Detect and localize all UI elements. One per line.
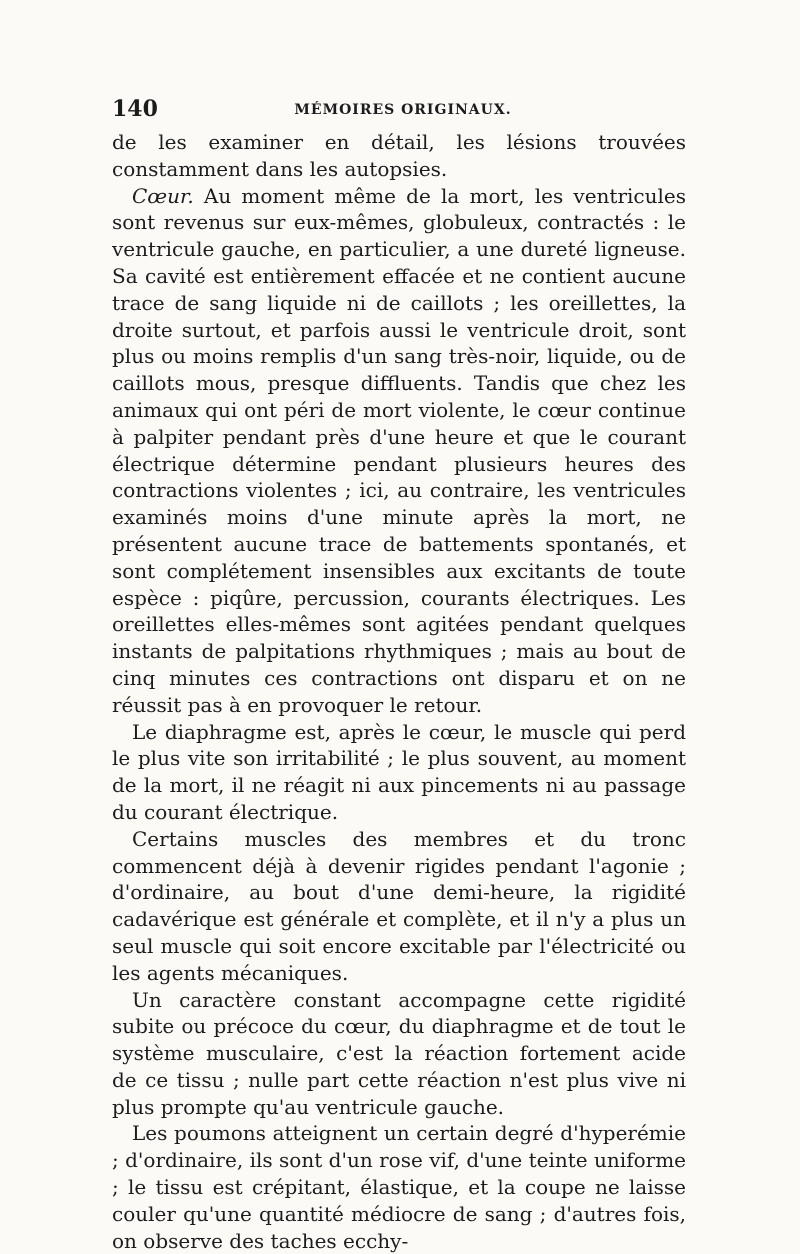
paragraph [112, 826, 686, 987]
paragraph-text: Un caractère constant accompagne cette rigidité subite ou précoce du cœur, du diaphragme et de tout le système musculaire, c'est la réaction fortement acide de ce tissu ; nulle part cette réaction n'est plus vive ni plus prompte qu'au ventricule gauche. [112, 987, 686, 1119]
page-number: 140 [112, 96, 158, 122]
paragraph [112, 987, 686, 1121]
paragraph-text: Les poumons atteignent un certain degré d'hyperémie ; d'ordinaire, ils sont d'un rose vif, d'une teinte uniforme ; le tissu est crépitant, élastique, et la coupe ne laisse couler qu'une quantité médiocre de sang ; d'autres fois, on observe des taches ecchy- [112, 1121, 686, 1253]
paragraph [112, 129, 686, 183]
paragraph-text: de les examiner en détail, les lésions trouvées constamment dans les autopsies. [112, 130, 686, 181]
body-text [112, 129, 686, 1254]
paragraph-text: Au moment même de la mort, les ventricules sont revenus sur eux-mêmes, globuleux, contractés : le ventricule gauche, en particulier, a une dureté ligneuse. Sa cavité est entièrement effacée et ne contient aucune trace de sang liquide ni de caillots ; les oreillettes, la droite surtout, et parfois aussi le ventricule droit, sont plus ou moins remplis d'un sang très-noir, liquide, ou de caillots mous, presque diffluents. Tandis que chez les animaux qui ont péri de mort violente, le cœur continue à palpiter pendant près d'une heure et que le courant électrique détermine pendant plusieurs heures des contractions violentes ; ici, au contraire, les ventricules examinés moins d'une minute après la mort, ne présentent aucune trace de battements spontanés, et sont complétement insensibles aux excitants de toute espèce : piqûre, percussion, courants électriques. Les oreillettes elles-mêmes sont agitées pendant quelques instants de palpitations rhythmiques ; mais au bout de cinq minutes ces contractions ont disparu et on ne réussit pas à en provoquer le retour. [112, 183, 686, 717]
paragraph [112, 183, 686, 719]
paragraph-text: Le diaphragme est, après le cœur, le muscle qui perd le plus vite son irritabilité ; le plus souvent, au moment de la mort, il ne réagit ni aux pincements ni au passage du courant électrique. [112, 719, 686, 824]
paragraph-lead: Cœur. [132, 183, 194, 208]
page-header [112, 96, 694, 126]
paragraph-text: Certains muscles des membres et du tronc commencent déjà à devenir rigides pendant l'agonie ; d'ordinaire, au bout d'une demi-heure, la rigidité cadavérique est générale et complète, et il n'y a plus un seul muscle qui soit encore excitable par l'électricité ou les agents mécaniques. [112, 826, 686, 985]
running-head: MÉMOIRES ORIGINAUX. [294, 102, 512, 118]
paragraph [112, 1120, 686, 1254]
paragraph [112, 719, 686, 826]
